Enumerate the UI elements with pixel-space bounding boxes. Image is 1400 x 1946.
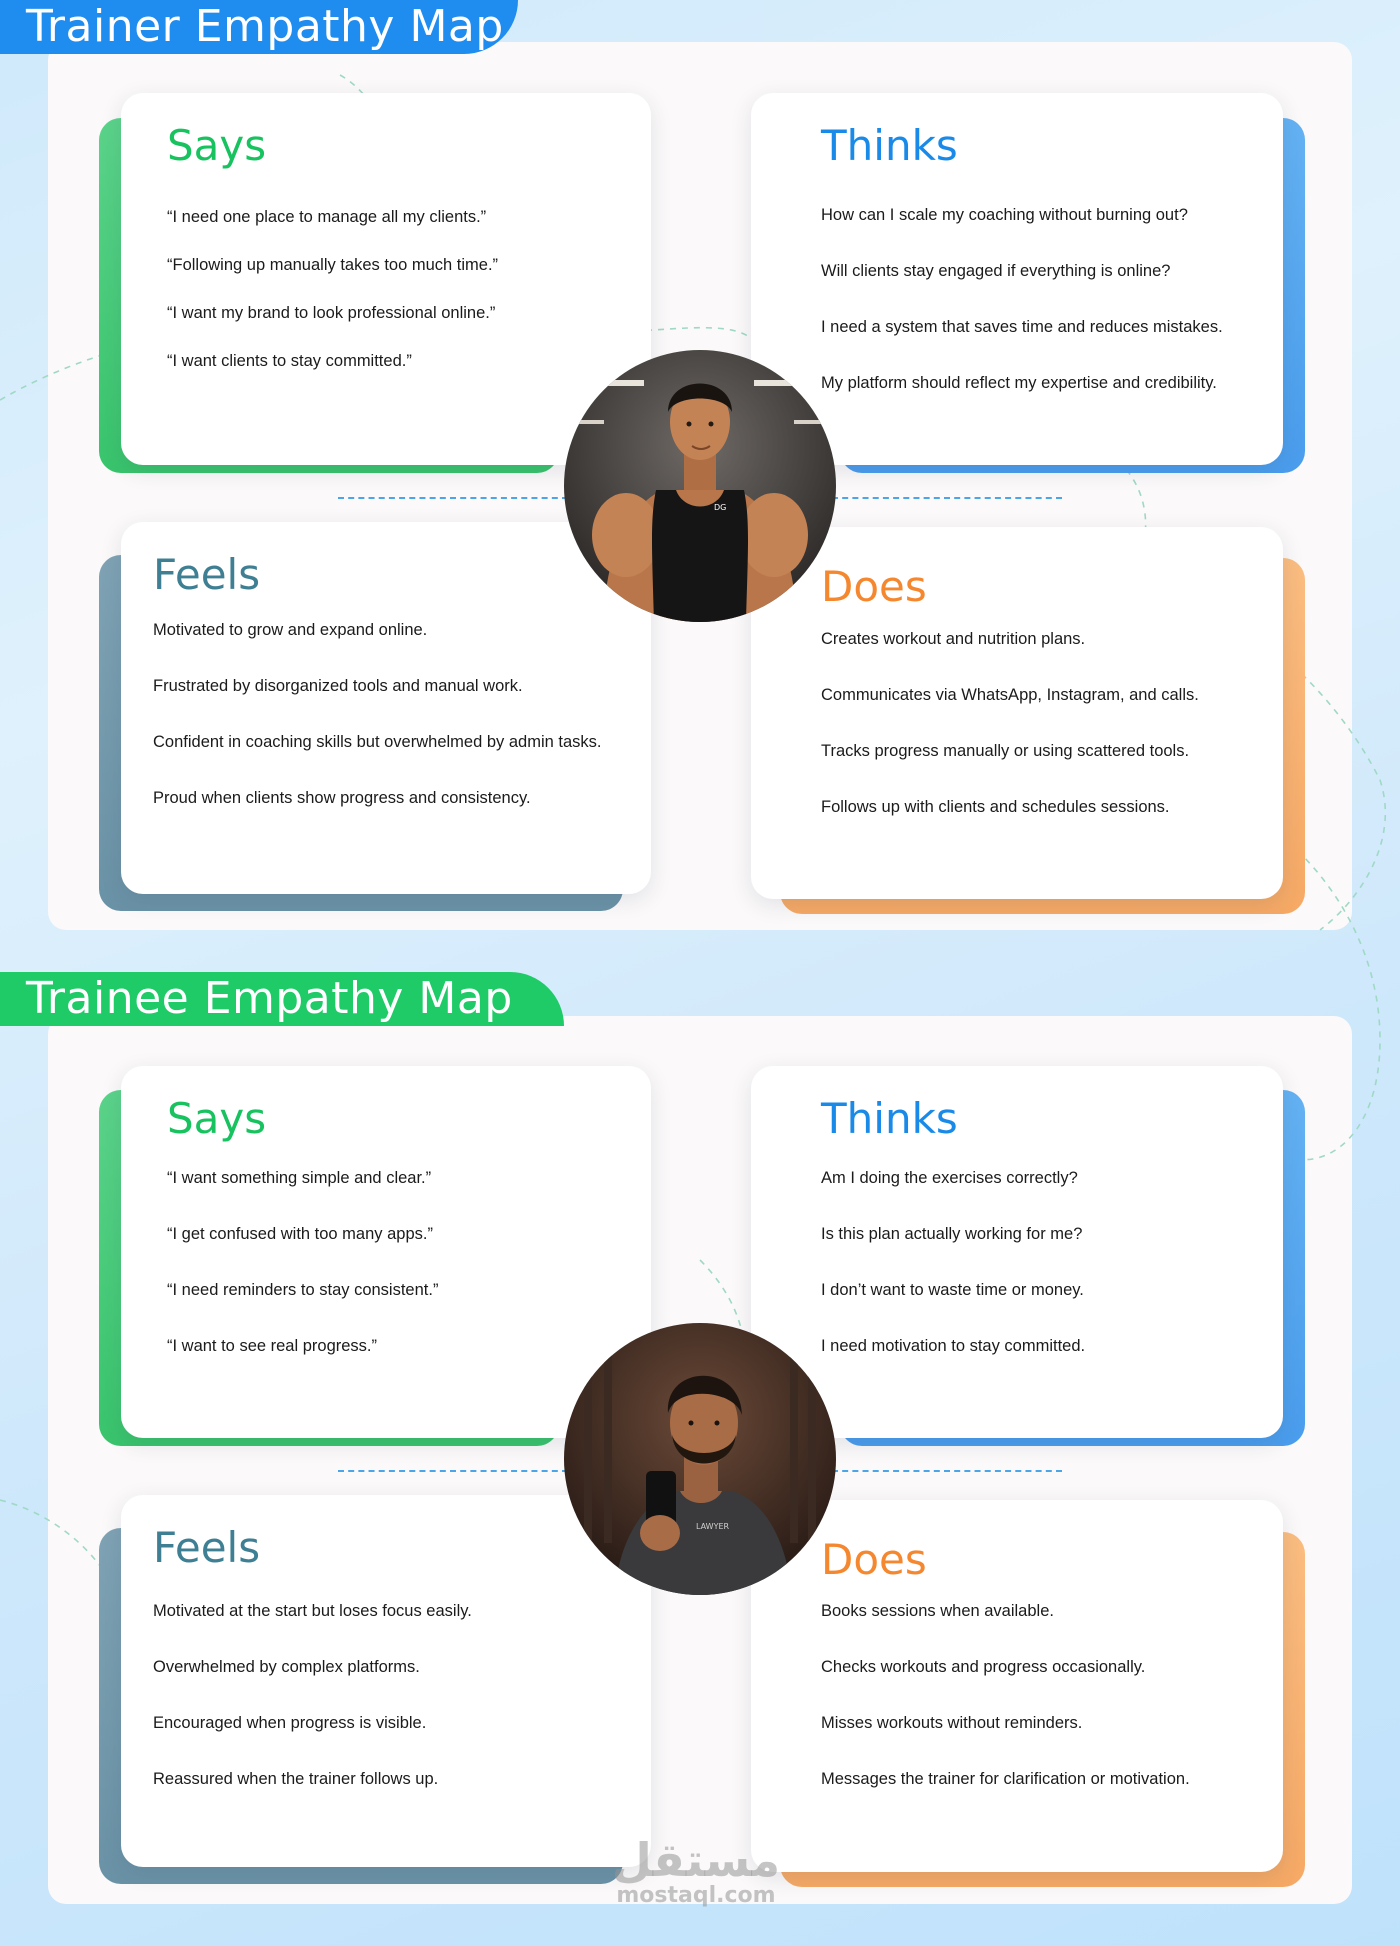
list-item: I need motivation to stay committed. [821, 1337, 1086, 1355]
trainee-says-title: Says [167, 1094, 267, 1143]
trainee-section-title: Trainee Empathy Map [0, 972, 564, 1026]
list-item: “I want my brand to look professional online.” [167, 304, 496, 322]
list-item: “I need one place to manage all my clients.” [167, 208, 487, 226]
list-item: “I want something simple and clear.” [167, 1169, 432, 1187]
list-item: “I get confused with too many apps.” [167, 1225, 433, 1243]
list-item: “I want to see real progress.” [167, 1337, 378, 1355]
list-item: Books sessions when available. [821, 1602, 1054, 1620]
trainee-divider-right [832, 1470, 1062, 1472]
list-item: “I need reminders to stay consistent.” [167, 1281, 439, 1299]
trainer-says-title: Says [167, 121, 267, 170]
list-item: Creates workout and nutrition plans. [821, 630, 1086, 648]
trainee-feels-list [153, 1597, 623, 1793]
list-item: Confident in coaching skills but overwhelmed by admin tasks. [153, 733, 602, 751]
trainer-divider-right [832, 497, 1062, 499]
list-item: Will clients stay engaged if everything is online? [821, 262, 1171, 280]
trainee-says-card [121, 1066, 651, 1438]
list-item: Overwhelmed by complex platforms. [153, 1658, 420, 1676]
shirt-text: LAWYER [696, 1522, 730, 1531]
trainer-thinks-title: Thinks [821, 121, 958, 170]
list-item: Motivated at the start but loses focus easily. [153, 1602, 472, 1620]
shirt-logo: DG [714, 503, 727, 512]
list-item: Communicates via WhatsApp, Instagram, and calls. [821, 686, 1199, 704]
list-item: How can I scale my coaching without burning out? [821, 206, 1188, 224]
list-item: Follows up with clients and schedules sessions. [821, 798, 1170, 816]
list-item: Am I doing the exercises correctly? [821, 1169, 1078, 1187]
trainer-says-card [121, 93, 651, 465]
trainer-thinks-list [821, 201, 1271, 397]
list-item: I need a system that saves time and reduces mistakes. [821, 318, 1223, 336]
list-item: “I want clients to stay committed.” [167, 352, 412, 370]
trainee-does-card [751, 1500, 1283, 1872]
trainee-says-list [167, 1164, 607, 1360]
trainer-does-list [821, 625, 1271, 821]
trainer-does-card [751, 527, 1283, 899]
trainee-feels-title: Feels [153, 1523, 261, 1572]
list-item: Misses workouts without reminders. [821, 1714, 1083, 1732]
list-item: I don’t want to waste time or money. [821, 1281, 1084, 1299]
list-item: Frustrated by disorganized tools and manual work. [153, 677, 523, 695]
watermark [606, 1833, 786, 1908]
trainee-thinks-list [821, 1164, 1271, 1360]
trainee-divider-left [338, 1470, 568, 1472]
trainee-does-list [821, 1597, 1271, 1793]
list-item: My platform should reflect my expertise and credibility. [821, 374, 1217, 392]
list-item: “Following up manually takes too much time.” [167, 256, 499, 274]
trainee-feels-card [121, 1495, 651, 1867]
trainee-avatar [564, 1323, 836, 1595]
list-item: Checks workouts and progress occasionally. [821, 1658, 1146, 1676]
trainee-thinks-title: Thinks [821, 1094, 958, 1143]
list-item: Messages the trainer for clarification or motivation. [821, 1770, 1190, 1788]
watermark-latin: mostaql.com [616, 1883, 776, 1908]
list-item: Is this plan actually working for me? [821, 1225, 1083, 1243]
trainer-feels-title: Feels [153, 550, 261, 599]
trainer-section-title: Trainer Empathy Map [0, 0, 518, 54]
watermark-arabic: مستقل [611, 1833, 781, 1887]
trainee-does-title: Does [821, 1535, 927, 1584]
trainer-feels-list [153, 616, 623, 812]
trainer-avatar [564, 350, 836, 622]
list-item: Reassured when the trainer follows up. [153, 1770, 439, 1788]
trainer-says-list [167, 203, 607, 375]
list-item: Tracks progress manually or using scattered tools. [821, 742, 1190, 760]
trainer-thinks-card [751, 93, 1283, 465]
trainer-feels-card [121, 522, 651, 894]
trainee-thinks-card [751, 1066, 1283, 1438]
list-item: Encouraged when progress is visible. [153, 1714, 427, 1732]
list-item: Proud when clients show progress and consistency. [153, 789, 531, 807]
list-item: Motivated to grow and expand online. [153, 621, 428, 639]
trainer-does-title: Does [821, 562, 927, 611]
trainer-divider-left [338, 497, 568, 499]
